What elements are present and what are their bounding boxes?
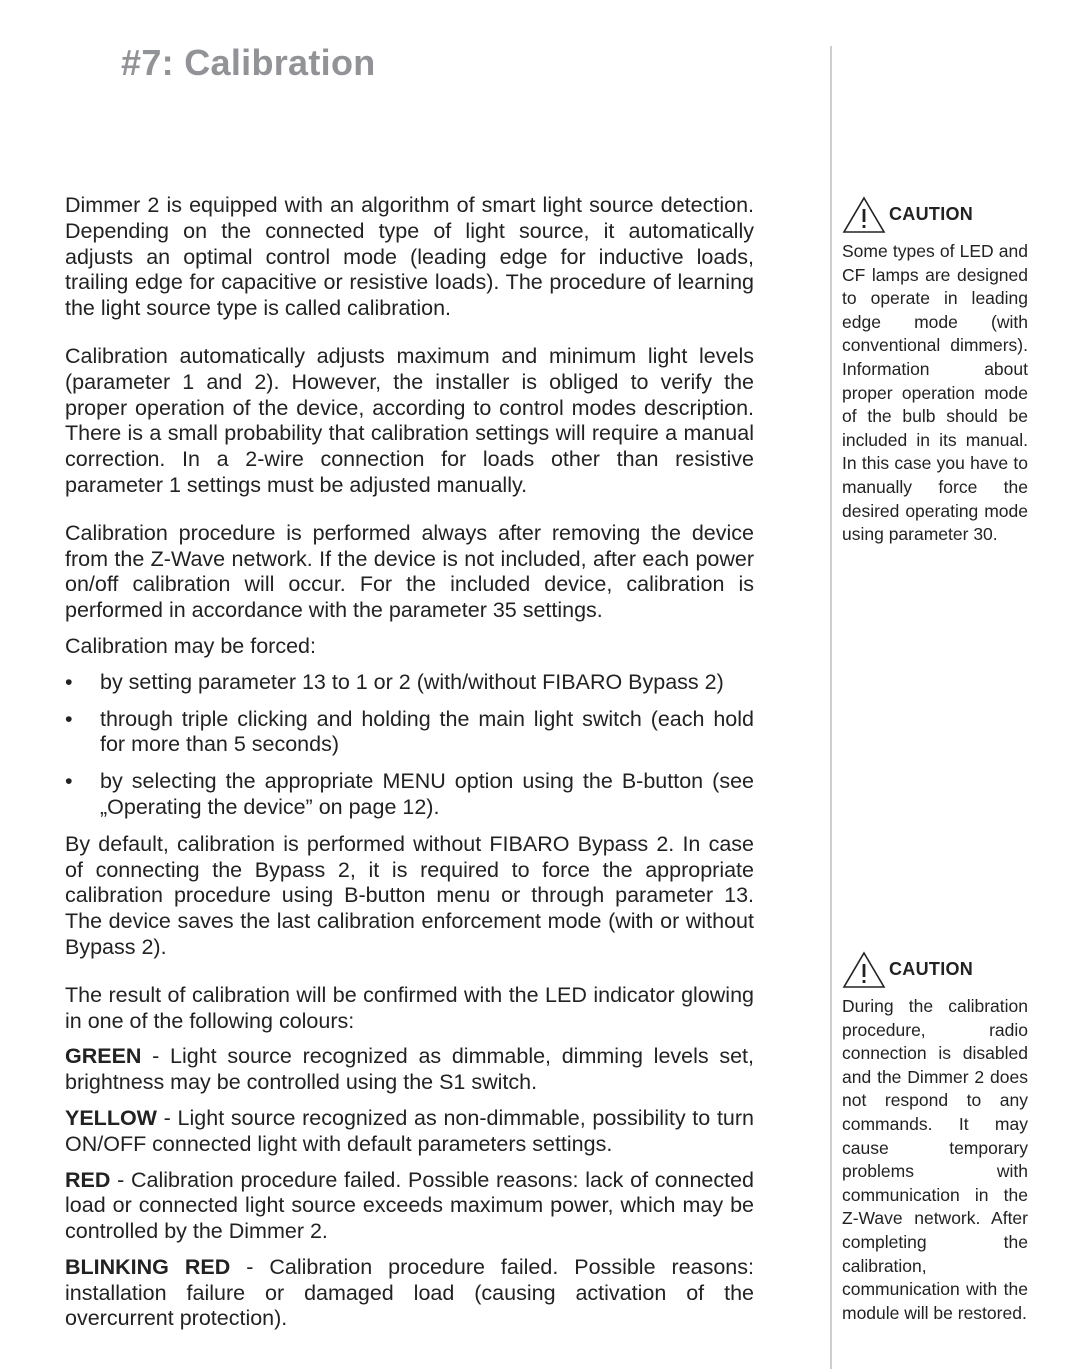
warning-triangle-icon: [842, 196, 886, 234]
bullet-icon: •: [65, 669, 73, 694]
paragraph-bypass: By default, calibration is performed without FIBARO Bypass 2. In case of connecting the Bypass 2, it is required to force the appropriate calibration procedure using B-button menu or through parameter 13. The device saves the last calibration enforcement mode (with or without Bypass 2).: [65, 831, 754, 959]
led-result-red: RED - Calibration procedure failed. Possible reasons: lack of connected load or connected light source exceeds maximum power, which may be controlled by the Dimmer 2.: [65, 1167, 754, 1244]
paragraph-led-intro: The result of calibration will be confirmed with the LED indicator glowing in one of the following colours:: [65, 982, 754, 1033]
paragraph-calibration-levels: Calibration automatically adjusts maximum and minimum light levels (parameter 1 and 2). However, the installer is obliged to verify the proper operation of the device, according to control modes description. There is a small probability that calibration settings will require a manual correction. In a 2-wire connection for loads other than resistive parameter 1 settings must be adjusted manually.: [65, 343, 754, 497]
caution-box-led-lamps: [842, 196, 1028, 547]
led-result-yellow: YELLOW - Light source recognized as non-dimmable, possibility to turn ON/OFF connected light with default parameters settings.: [65, 1105, 754, 1156]
warning-triangle-icon: [842, 951, 886, 989]
list-item: • by selecting the appropriate MENU option using the B-button (see „Operating the device” on page 12).: [65, 769, 754, 819]
led-keyword: RED: [65, 1167, 111, 1192]
caution-label: CAUTION: [889, 204, 974, 225]
forced-calibration-list: [65, 670, 754, 821]
led-keyword: GREEN: [65, 1044, 142, 1069]
page-title: #7: Calibration: [121, 42, 376, 83]
caution-header: [842, 951, 1028, 989]
caution-text: During the calibration procedure, radio connection is disabled and the Dimmer 2 does not respond to any commands. It may cause temporary problems with communication in the Z-Wave network. After completing the calibration, communication with the module will be restored.: [842, 996, 1028, 1323]
led-keyword: BLINKING RED: [65, 1254, 231, 1279]
led-keyword: YELLOW: [65, 1105, 157, 1130]
paragraph-forced-intro: Calibration may be forced:: [65, 633, 316, 658]
caution-text: Some types of LED and CF lamps are designed to operate in leading edge mode (with conventional dimmers). Information about proper operation mode of the bulb should be included in its manual. In this case you have to manually force the desired operating mode using parameter 30.: [842, 241, 1028, 545]
list-item: • by setting parameter 13 to 1 or 2 (with/without FIBARO Bypass 2): [65, 669, 724, 694]
main-content: [65, 193, 754, 1332]
list-item: • through triple clicking and holding the main light switch (each hold for more than 5 seconds): [65, 706, 754, 757]
caution-box-radio-disabled: [842, 951, 1028, 1325]
led-result-blinking-red: BLINKING RED - Calibration procedure failed. Possible reasons: installation failure or damaged load (causing activation of the overcurrent protection).: [65, 1254, 754, 1331]
column-divider: [830, 46, 832, 1369]
bullet-icon: •: [65, 706, 73, 731]
bullet-icon: •: [65, 769, 73, 794]
caution-header: [842, 196, 1028, 234]
led-result-green: GREEN - Light source recognized as dimmable, dimming levels set, brightness may be controlled using the S1 switch.: [65, 1044, 754, 1095]
paragraph-intro: Dimmer 2 is equipped with an algorithm of smart light source detection. Depending on the connected type of light source, it automatically adjusts an optimal control mode (leading edge for inductive loads, trailing edge for capacitive or resistive loads). The procedure of learning the light source type is called calibration.: [65, 193, 754, 321]
paragraph-calibration-procedure: Calibration procedure is performed always after removing the device from the Z-Wave network. If the device is not included, after each power on/off calibration will occur. For the included device, calibration is performed in accordance with the parameter 35 settings.: [65, 520, 754, 623]
caution-label: CAUTION: [889, 959, 974, 980]
